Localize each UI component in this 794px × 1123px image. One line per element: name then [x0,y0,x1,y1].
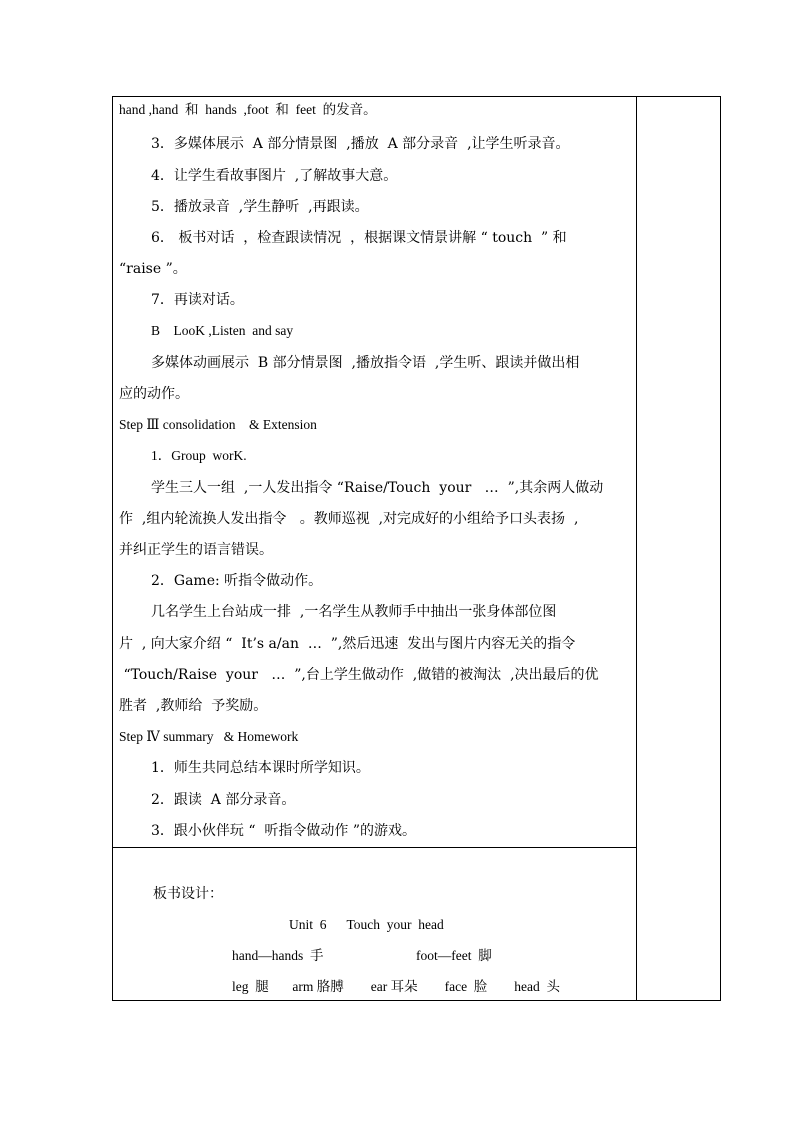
text-line: 应的动作。 [119,386,189,402]
text-line: 2．Game: 听指令做动作。 [151,573,323,589]
text-line: 2．跟读 A 部分录音。 [151,792,296,808]
board-heading: 板书设计： [153,886,223,902]
text-line: 几名学生上台站成一排 ,一名学生从教师手中抽出一张身体部位图 [151,604,557,620]
text-line: 1．Group worK. [151,448,247,463]
text-line: 7．再读对话。 [151,292,244,308]
text-line: 片 , 向大家介绍 “ It’s a/an … ”,然后迅速 发出与图片内容无关的指令 [119,636,576,652]
row-divider [113,847,636,848]
text-line: B LooK ,Listen and say [151,323,294,338]
text-line: 6． 板书对话 ，检查跟读情况 ，根据课文情景讲解 “ touch ” 和 [151,230,567,246]
text-line: hand ,hand 和 hands ,foot 和 feet 的发音。 [119,102,377,117]
step-heading: Step Ⅲ consolidation & Extension [119,417,317,432]
text-line: 胜者 ,教师给 予奖励。 [119,698,268,714]
text-line: 学生三人一组 ,一人发出指令 “Raise/Touch your … ”,其余两人做动 [151,480,604,496]
column-divider [636,97,637,1000]
board-unit-title: Unit 6 Touch your head [289,917,444,932]
text-line: 作 ,组内轮流换人发出指令 。教师巡视 ,对完成好的小组给予口头表扬 , [119,511,579,527]
text-line: 3．跟小伙伴玩 “ 听指令做动作 ”的游戏。 [151,823,417,839]
text-line: 1．师生共同总结本课时所学知识。 [151,760,370,776]
step-heading: Step Ⅳ summary & Homework [119,729,299,744]
text-line: “raise ”。 [119,261,187,277]
text-line: 并纠正学生的语言错误。 [119,542,273,558]
text-line: “Touch/Raise your … ”,台上学生做动作 ,做错的被淘汰 ,决出最后的优 [119,667,599,683]
text-line: 多媒体动画展示 B 部分情景图 ,播放指令语 ,学生听、跟读并做出相 [151,355,580,371]
lesson-plan-table [112,96,721,1001]
board-vocab-item: hand—hands 手 [232,948,324,963]
board-vocab-row: leg 腿 arm 胳膊 ear 耳朵 face 脸 head 头 [232,979,561,994]
text-line: 4．让学生看故事图片 ,了解故事大意。 [151,168,398,184]
board-vocab-item: foot—feet 脚 [416,948,492,963]
text-line: 5．播放录音 ,学生静听 ,再跟读。 [151,199,369,215]
text-line: 3．多媒体展示 A 部分情景图 ,播放 A 部分录音 ,让学生听录音。 [151,136,570,152]
